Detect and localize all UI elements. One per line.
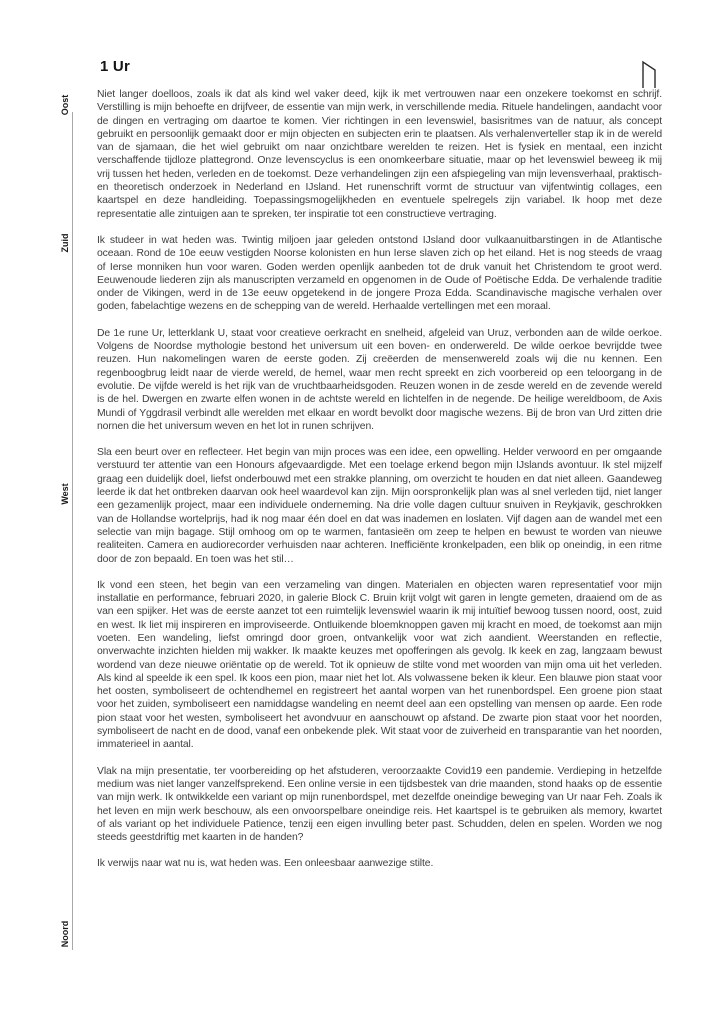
paragraph-iceland-history: Ik studeer in wat heden was. Twintig miljoen jaar geleden ontstond IJsland door vulkaanuitbarstingen in de Atlantische oceaan. Rond de 10e eeuw vestigden Noorse kolonisten en hun Ierse slaven zich op het eiland. Het is nog steeds de vraag of Ierse monniken hun voor waren. Goden werden openlijk aanbeden tot de druk vanuit het Christendom te groot werd. Eeuwenoude liederen zijn als manuscripten verzameld en opgenomen in de Oude of Poëtische Edda. De verhalende traditie onder de Vikingen, werd in de 13e eeuw opgetekend in de jongere Proza Edda. Scandinavische magische verhalen over goden, fabelachtige wezens en de schepping van de wereld. Herhaalde vertellingen met een moraal. bbox=[97, 234, 662, 313]
paragraph-covid-card-game: Vlak na mijn presentatie, ter voorbereiding op het afstuderen, veroorzaakte Covid19 een pandemie. Verdieping in hetzelfde medium was niet langer vanzelfsprekend. Een online versie in een tijdsbestek van drie maanden, stond haaks op de essentie van mijn werk. Ik ontwikkelde een variant op mijn runenbordspel, met dezelfde oneindige beweging van Ur naar Feh. Zoals ik het leven en mijn werk beschouw, als een onvoorspelbare oneindige reis. Het kaartspel is te gebruiken als memory, kwartet of als variant op het individuele Patience, tenzij een eigen invulling beter past. Schudden, delen en spelen. Worden we nog steeds geestdriftig met kaarten in de handen? bbox=[97, 765, 662, 844]
compass-label-oost: Oost bbox=[60, 94, 70, 116]
page-title: 1 Ur bbox=[100, 58, 130, 75]
paragraph-rune-ur-mythology: De 1e rune Ur, letterklank U, staat voor creatieve oerkracht en snelheid, afgeleid van Uruz, verbonden aan de wilde oerkoe. Volgens de Noordse mythologie bestond het universum uit een boven- en onderwereld. De wilde oerkoe bevrijdde twee reuzen. Hun nakomelingen waren de eerste goden. Zij creëerden de mensenwereld zoals wij die nu kennen. Een regenboogbrug leidt naar de vierde wereld, de hemel, waar men recht spreekt en zich voorbereid op een teloorgang in de evolutie. De vijfde wereld is het rijk van de vruchtbaarheidsgoden. Reuzen wonen in de zesde wereld en de zevende wereld is de hel. Dwergen en zwarte elfen wonen in de achtste wereld en lichtelfen in de negende. De heilige wereldboom, de Axis Mundi of Yggdrasil verbindt alle werelden met elkaar en wordt bevolkt door magische wezens. Bij de bron van Urd zitten drie nornen die het universum weven en het lot in runen schrijven. bbox=[97, 327, 662, 432]
body-text-column bbox=[97, 88, 662, 871]
paragraph-process-journey: Sla een beurt over en reflecteer. Het begin van mijn proces was een idee, een opwelling. Helder verwoord en per omgaande verstuurd ter attentie van een Honours afgevaardigde. Met een toelage erkend begon mijn IJslands avontuur. Ik stel mijzelf graag een duidelijk doel, liefst onderbouwd met een strakke planning, om overzicht te houden en dat niet alleen. Gaandeweg leerde ik dat het ontbreken daarvan ook heel waardevol kan zijn. Mijn oorspronkelijk plan was al snel verleden tijd, niet langer een gezamenlijk project, maar een individuele onderneming. Na drie volle dagen cultuur snuiven in Reykjavik, geschrokken van de Hollandse wortelprijs, had ik nog maar één doel en dat was inademen en loslaten. Vijf dagen aan de wandel met een selectie van mijn bagage. Stijl omhoog om op te warmen, fantasieën om zeep te helpen en bewust te worden van nieuwe realiteiten. Camera en audiorecorder verhuisden naar achteren. Inefficiënte kronkelpaden, een blik op oneindig, in een ritme door de zon bepaald. En toen was het stil… bbox=[97, 447, 662, 565]
margin-rule-line bbox=[72, 112, 73, 950]
paragraph-installation-pions: Ik vond een steen, het begin van een verzameling van dingen. Materialen en objecten waren representatief voor mijn installatie en performance, februari 2020, in galerie Block C. Bruin krijt volgt wit garen in lengte gemeten, draaiend om de as van een spijker. Het was de eerste aanzet tot een ruimtelijk levenswiel waarin ik mij intuïtief bewoog tussen noord, oost, zuid en west. Ik liet mij inspireren en improviseerde. Ontluikende bloemknoppen gaven mij kracht en moed, de toekomst aan mijn voeten. Een wandeling, liefst omringd door groen, ontvankelijk voor wat zich aandient. Weerstanden en reflectie, onverwachte inzichten hielden mij wakker. Ik maakte keuzes met opofferingen als gevolg. Ik keek en zag, langzaam bewust wordend van deze nieuwe oriëntatie op de wereld. Tot ik opnieuw de stilte vond met woorden van mijn oma uit het verleden. Als kind al speelde ik een spel. Ik koos een pion, maar niet het lot. Als volwassene beken ik kleur. Een blauwe pion staat voor het oosten, symboliseert de ochtendhemel en registreert het aantal worpen van het runenbordspel. Een groene pion staat voor het zuiden, symboliseert een namiddagse wandeling en neemt deel aan een opstelling van mensen op aarde. Een rode pion staat voor het westen, symboliseert het avondvuur en aanschouwt op afstand. De zwarte pion staat voor het noorden, symboliseert de nacht en de dood, vanaf een onbekende plek. Wit staat voor de zuiverheid en transparantie van het noorden, immaterieel in aantal. bbox=[97, 579, 662, 751]
paragraph-closing: Ik verwijs naar wat nu is, wat heden was. Een onleesbaar aanwezige stilte. bbox=[97, 858, 434, 870]
compass-label-west: West bbox=[60, 483, 70, 505]
ur-rune-icon bbox=[640, 60, 658, 90]
paragraph-intro: Niet langer doelloos, zoals ik dat als kind wel vaker deed, kijk ik met vertrouwen naar een onzekere toekomst en schrijf. Verstilling is mijn behoefte en drijfveer, de essentie van mijn werk, in verschillende media. Rituele handelingen, aandacht voor de dingen en vertraging om daartoe te komen. Vier richtingen in een levenswiel, basisritmes van de natuur, als concept gebruikt en persoonlijk gemaakt door er mijn objecten en subjecten erin te plaatsen. Als verhalenverteller stap ik in de wereld van de sjamaan, die het wiel gebruikt om naar onzichtbare werelden te reizen. Het is fysiek en mentaal, een inzicht verschaffende tijdloze plattegrond. Onze levenscyclus is een onomkeerbare situatie, maar op het levenswiel beweeg ik mij vrij tussen het heden, verleden en de toekomst. Deze verhandelingen zijn een afspiegeling van mijn levensverhaal, praktisch- en theoretisch onderzoek in Nederland en IJsland. Het runenschrift vormt de structuur van vijfentwintig collages, een kaartspel en deze handleiding. Toepassingsmogelijkheden en eventuele spelregels zijn variabel. Ik hoop met deze representatie alle zintuigen aan te spreken, ter inspiratie tot een constructieve vertraging. bbox=[97, 89, 662, 220]
compass-label-zuid: Zuid bbox=[60, 233, 70, 253]
compass-label-noord: Noord bbox=[60, 920, 70, 948]
